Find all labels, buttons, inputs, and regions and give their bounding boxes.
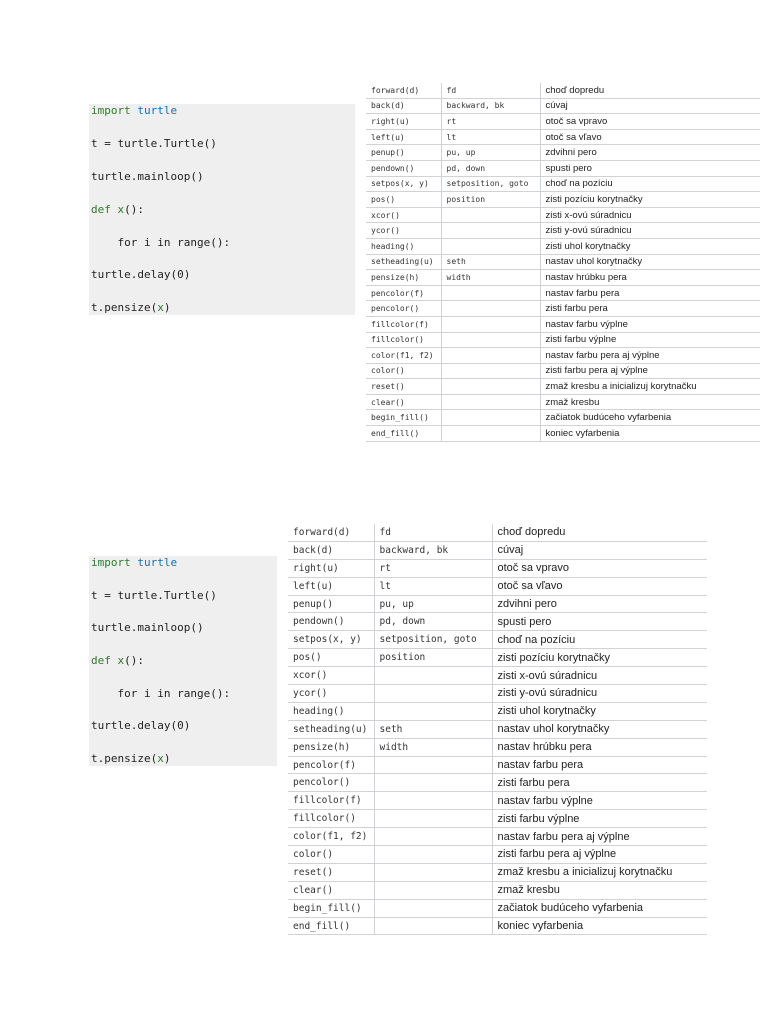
pensize-close: ) xyxy=(163,301,171,314)
alias-cell: seth xyxy=(441,254,540,270)
description-cell: cúvaj xyxy=(540,98,760,114)
description-cell: choď na pozíciu xyxy=(492,631,707,649)
table-row xyxy=(288,685,707,703)
table-row xyxy=(366,301,760,317)
code-line-delay: turtle.delay(0) xyxy=(91,268,191,281)
description-cell: zisti farbu pera aj výplne xyxy=(540,363,760,379)
table-row xyxy=(288,899,707,917)
description-cell: začiatok budúceho vyfarbenia xyxy=(540,410,760,426)
command-cell: pendown() xyxy=(288,613,374,631)
table-body xyxy=(366,83,760,441)
table-row xyxy=(366,332,760,348)
table-row xyxy=(288,738,707,756)
alias-cell xyxy=(441,285,540,301)
description-cell: otoč sa vľavo xyxy=(492,577,707,595)
command-cell: pos() xyxy=(288,649,374,667)
command-cell: back(d) xyxy=(366,98,441,114)
alias-cell xyxy=(441,238,540,254)
table-row xyxy=(288,595,707,613)
code-line-mainloop: turtle.mainloop() xyxy=(91,170,204,183)
table-row xyxy=(366,176,760,192)
code-line-mainloop: turtle.mainloop() xyxy=(91,621,204,634)
description-cell: cúvaj xyxy=(492,541,707,559)
alias-cell xyxy=(374,792,492,810)
description-cell: nastav farbu pera xyxy=(492,756,707,774)
table-row xyxy=(366,363,760,379)
alias-cell: fd xyxy=(441,83,540,98)
table-row xyxy=(288,649,707,667)
table-row xyxy=(288,756,707,774)
command-cell: right(u) xyxy=(366,114,441,130)
alias-cell xyxy=(374,774,492,792)
command-cell: back(d) xyxy=(288,541,374,559)
command-cell: left(u) xyxy=(366,129,441,145)
command-cell: begin_fill() xyxy=(366,410,441,426)
description-cell: koniec vyfarbenia xyxy=(492,917,707,935)
table-row xyxy=(366,316,760,332)
alias-cell xyxy=(441,223,540,239)
table-row xyxy=(366,394,760,410)
pensize-call: t.pensize( xyxy=(91,752,158,765)
table-row xyxy=(288,667,707,685)
code-snippet-top xyxy=(89,104,355,315)
command-cell: ycor() xyxy=(366,223,441,239)
keyword-import: import xyxy=(91,556,131,569)
code-line-import xyxy=(91,556,177,570)
description-cell: zisti uhol korytnačky xyxy=(492,702,707,720)
description-cell: nastav farbu výplne xyxy=(540,316,760,332)
table-row xyxy=(288,828,707,846)
alias-cell: pu, up xyxy=(441,145,540,161)
table-row xyxy=(366,192,760,208)
command-cell: forward(d) xyxy=(288,524,374,541)
description-cell: nastav farbu pera aj výplne xyxy=(492,828,707,846)
description-cell: zmaž kresbu xyxy=(492,881,707,899)
table-row xyxy=(366,98,760,114)
command-cell: pendown() xyxy=(366,160,441,176)
table-row xyxy=(288,846,707,864)
command-cell: heading() xyxy=(288,702,374,720)
alias-cell xyxy=(374,863,492,881)
alias-cell: pd, down xyxy=(441,160,540,176)
command-cell: pencolor(f) xyxy=(366,285,441,301)
alias-cell: rt xyxy=(374,559,492,577)
table-row xyxy=(366,238,760,254)
table-row xyxy=(288,541,707,559)
table-row xyxy=(366,410,760,426)
description-cell: zdvihni pero xyxy=(492,595,707,613)
table-row xyxy=(366,270,760,286)
command-cell: left(u) xyxy=(288,577,374,595)
table-body xyxy=(288,524,707,935)
code-line-turtle: t = turtle.Turtle() xyxy=(91,137,217,150)
def-params: (): xyxy=(124,203,144,216)
alias-cell: setposition, goto xyxy=(374,631,492,649)
description-cell: zisti farbu pera xyxy=(492,774,707,792)
table-row xyxy=(366,160,760,176)
command-cell: fillcolor(f) xyxy=(288,792,374,810)
alias-cell xyxy=(374,702,492,720)
description-cell: nastav hrúbku pera xyxy=(492,738,707,756)
table-row xyxy=(288,559,707,577)
command-cell: pos() xyxy=(366,192,441,208)
description-cell: zisti farbu pera aj výplne xyxy=(492,846,707,864)
command-cell: color(f1, f2) xyxy=(366,348,441,364)
table-row xyxy=(288,774,707,792)
command-cell: right(u) xyxy=(288,559,374,577)
keyword-def: def xyxy=(91,654,111,667)
command-cell: setheading(u) xyxy=(366,254,441,270)
command-cell: begin_fill() xyxy=(288,899,374,917)
table-row xyxy=(288,702,707,720)
alias-cell: lt xyxy=(374,577,492,595)
description-cell: nastav farbu pera xyxy=(540,285,760,301)
alias-cell: backward, bk xyxy=(374,541,492,559)
description-cell: zmaž kresbu a inicializuj korytnačku xyxy=(540,379,760,395)
description-cell: nastav uhol korytnačky xyxy=(540,254,760,270)
alias-cell: rt xyxy=(441,114,540,130)
command-cell: penup() xyxy=(366,145,441,161)
command-cell: fillcolor() xyxy=(366,332,441,348)
description-cell: nastav farbu pera aj výplne xyxy=(540,348,760,364)
description-cell: zmaž kresbu xyxy=(540,394,760,410)
table-row xyxy=(366,223,760,239)
command-cell: ycor() xyxy=(288,685,374,703)
module-name: turtle xyxy=(137,104,178,117)
description-cell: zdvihni pero xyxy=(540,145,760,161)
function-name: x xyxy=(117,654,125,667)
table-row xyxy=(366,145,760,161)
table-row xyxy=(366,254,760,270)
description-cell: otoč sa vpravo xyxy=(492,559,707,577)
alias-cell xyxy=(441,426,540,442)
description-cell: nastav farbu výplne xyxy=(492,792,707,810)
description-cell: choď na pozíciu xyxy=(540,176,760,192)
function-name: x xyxy=(117,203,125,216)
alias-cell: position xyxy=(374,649,492,667)
alias-cell xyxy=(441,379,540,395)
alias-cell xyxy=(374,756,492,774)
table-row xyxy=(366,379,760,395)
description-cell: zisti y-ovú súradnicu xyxy=(492,685,707,703)
command-cell: penup() xyxy=(288,595,374,613)
keyword-import: import xyxy=(91,104,131,117)
description-cell: zisti x-ovú súradnicu xyxy=(492,667,707,685)
alias-cell xyxy=(441,410,540,426)
table-row xyxy=(288,917,707,935)
table-row xyxy=(288,577,707,595)
table-row xyxy=(366,83,760,98)
table-row xyxy=(288,720,707,738)
alias-cell: lt xyxy=(441,129,540,145)
alias-cell xyxy=(441,363,540,379)
description-cell: spusti pero xyxy=(492,613,707,631)
code-line-import xyxy=(91,104,177,118)
command-cell: pensize(h) xyxy=(288,738,374,756)
command-cell: xcor() xyxy=(288,667,374,685)
command-cell: pencolor() xyxy=(288,774,374,792)
description-cell: nastav uhol korytnačky xyxy=(492,720,707,738)
command-cell: setheading(u) xyxy=(288,720,374,738)
table-row xyxy=(288,881,707,899)
command-cell: end_fill() xyxy=(288,917,374,935)
alias-cell xyxy=(374,810,492,828)
code-snippet-bottom xyxy=(89,556,277,766)
description-cell: zisti farbu výplne xyxy=(540,332,760,348)
table-row xyxy=(288,631,707,649)
table-row xyxy=(288,810,707,828)
command-cell: xcor() xyxy=(366,207,441,223)
command-cell: clear() xyxy=(366,394,441,410)
description-cell: zisti farbu výplne xyxy=(492,810,707,828)
table-row xyxy=(288,613,707,631)
command-cell: pencolor(f) xyxy=(288,756,374,774)
table-row xyxy=(366,285,760,301)
description-cell: otoč sa vľavo xyxy=(540,129,760,145)
alias-cell xyxy=(441,348,540,364)
description-cell: zisti farbu pera xyxy=(540,301,760,317)
keyword-def: def xyxy=(91,203,111,216)
description-cell: choď dopredu xyxy=(540,83,760,98)
code-line-pensize xyxy=(91,301,170,315)
command-cell: heading() xyxy=(366,238,441,254)
command-cell: clear() xyxy=(288,881,374,899)
table-row xyxy=(288,524,707,541)
command-cell: fillcolor(f) xyxy=(366,316,441,332)
description-cell: nastav hrúbku pera xyxy=(540,270,760,286)
code-line-def xyxy=(91,203,144,217)
command-cell: pensize(h) xyxy=(366,270,441,286)
alias-cell xyxy=(374,685,492,703)
alias-cell xyxy=(374,828,492,846)
code-line-for: for i in range(): xyxy=(91,687,231,700)
table-row xyxy=(366,426,760,442)
description-cell: zisti pozíciu korytnačky xyxy=(492,649,707,667)
alias-cell: seth xyxy=(374,720,492,738)
table-row xyxy=(366,114,760,130)
alias-cell xyxy=(441,394,540,410)
alias-cell xyxy=(374,881,492,899)
alias-cell: backward, bk xyxy=(441,98,540,114)
code-line-turtle: t = turtle.Turtle() xyxy=(91,589,217,602)
command-cell: fillcolor() xyxy=(288,810,374,828)
alias-cell: pd, down xyxy=(374,613,492,631)
description-cell: začiatok budúceho vyfarbenia xyxy=(492,899,707,917)
code-line-pensize xyxy=(91,752,170,766)
command-cell: forward(d) xyxy=(366,83,441,98)
description-cell: spusti pero xyxy=(540,160,760,176)
description-cell: zisti uhol korytnačky xyxy=(540,238,760,254)
description-cell: zmaž kresbu a inicializuj korytnačku xyxy=(492,863,707,881)
command-cell: setpos(x, y) xyxy=(366,176,441,192)
command-cell: reset() xyxy=(366,379,441,395)
description-cell: choď dopredu xyxy=(492,524,707,541)
pensize-call: t.pensize( xyxy=(91,301,158,314)
table-row xyxy=(288,792,707,810)
table-row xyxy=(366,129,760,145)
code-line-def xyxy=(91,654,144,668)
module-name: turtle xyxy=(137,556,178,569)
command-cell: setpos(x, y) xyxy=(288,631,374,649)
alias-cell xyxy=(441,332,540,348)
description-cell: otoč sa vpravo xyxy=(540,114,760,130)
alias-cell: fd xyxy=(374,524,492,541)
command-cell: reset() xyxy=(288,863,374,881)
table-row xyxy=(288,863,707,881)
code-line-for: for i in range(): xyxy=(91,236,231,249)
command-cell: pencolor() xyxy=(366,301,441,317)
alias-cell: width xyxy=(441,270,540,286)
alias-cell: position xyxy=(441,192,540,208)
pensize-arg: x xyxy=(157,301,164,314)
turtle-commands-table-bottom xyxy=(288,524,707,935)
alias-cell xyxy=(374,846,492,864)
alias-cell xyxy=(441,301,540,317)
description-cell: koniec vyfarbenia xyxy=(540,426,760,442)
command-cell: color(f1, f2) xyxy=(288,828,374,846)
alias-cell xyxy=(441,316,540,332)
description-cell: zisti y-ovú súradnicu xyxy=(540,223,760,239)
description-cell: zisti pozíciu korytnačky xyxy=(540,192,760,208)
alias-cell xyxy=(441,207,540,223)
pensize-arg: x xyxy=(157,752,164,765)
def-params: (): xyxy=(124,654,144,667)
alias-cell: setposition, goto xyxy=(441,176,540,192)
command-cell: color() xyxy=(288,846,374,864)
table-row xyxy=(366,348,760,364)
turtle-commands-table-top xyxy=(366,83,760,442)
description-cell: zisti x-ovú súradnicu xyxy=(540,207,760,223)
alias-cell xyxy=(374,667,492,685)
alias-cell: pu, up xyxy=(374,595,492,613)
alias-cell: width xyxy=(374,738,492,756)
alias-cell xyxy=(374,917,492,935)
pensize-close: ) xyxy=(163,752,171,765)
command-cell: end_fill() xyxy=(366,426,441,442)
alias-cell xyxy=(374,899,492,917)
table-row xyxy=(366,207,760,223)
code-line-delay: turtle.delay(0) xyxy=(91,719,191,732)
command-cell: color() xyxy=(366,363,441,379)
